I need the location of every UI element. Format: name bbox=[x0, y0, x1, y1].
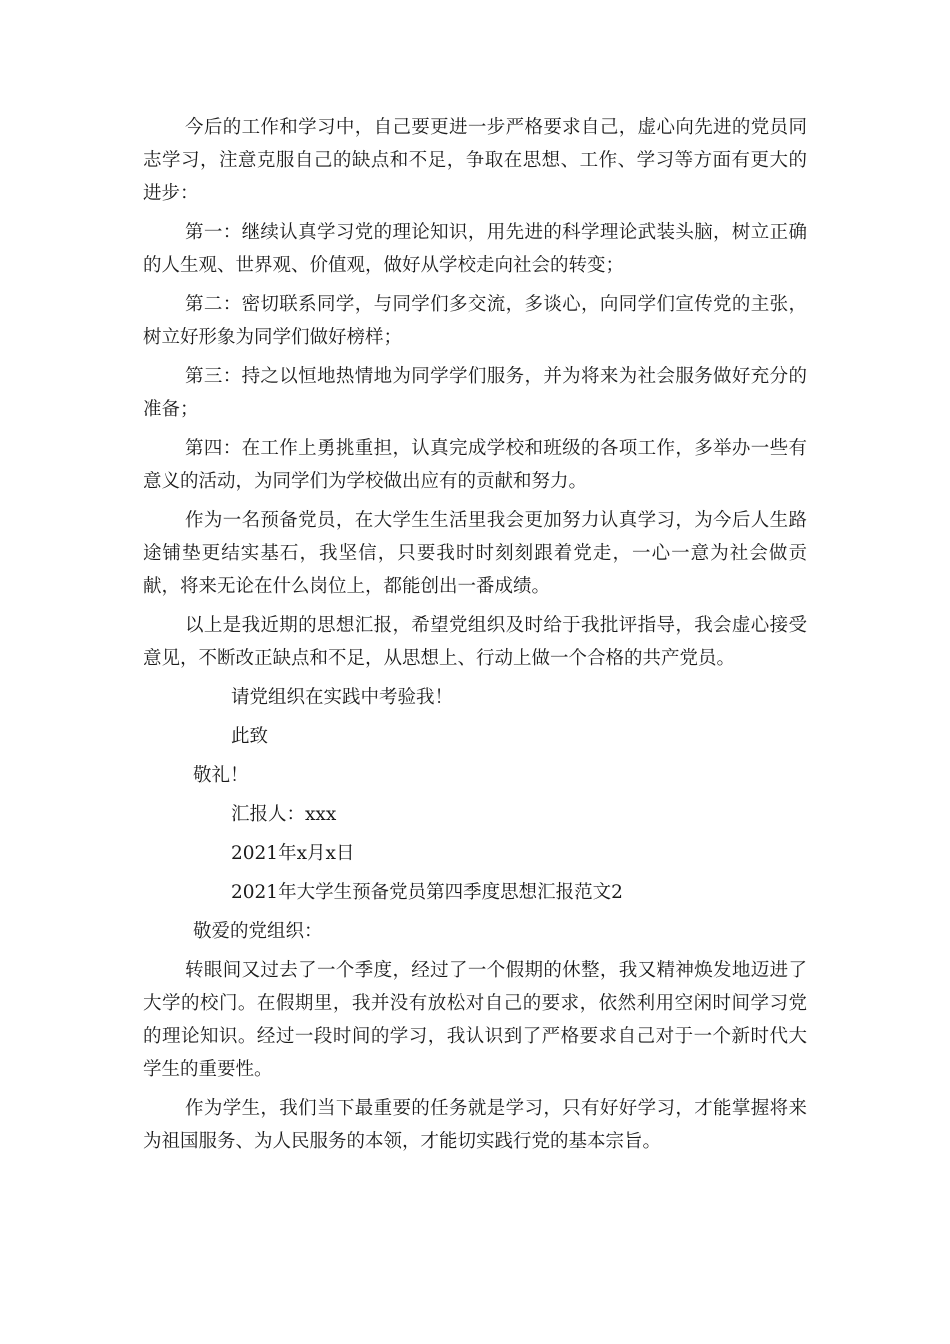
paragraph-first: 第一：继续认真学习党的理论知识，用先进的科学理论武装头脑，树立正确的人生观、世界观、价值观，做好从学校走向社会的转变； bbox=[143, 222, 807, 276]
salutation-close: 此致 bbox=[231, 726, 269, 747]
closing-request: 请党组织在实践中考验我！ bbox=[231, 687, 454, 708]
report-date: 2021年x月x日 bbox=[231, 843, 355, 864]
paragraph-student-task: 作为学生，我们当下最重要的任务就是学习，只有好好学习，才能掌握将来为祖国服务、为人民服务的本领，才能切实践行党的基本宗旨。 bbox=[143, 1098, 807, 1152]
paragraph-probationary-member: 作为一名预备党员，在大学生生活里我会更加努力认真学习，为今后人生路途铺垫更结实基石，我坚信，只要我时时刻刻跟着党走，一心一意为社会做贡献，将来无论在什么岗位上，都能创出一番成绩。 bbox=[143, 510, 807, 597]
paragraph-summary: 以上是我近期的思想汇报，希望党组织及时给于我批评指导，我会虚心接受意见，不断改正缺点和不足，从思想上、行动上做一个合格的共产党员。 bbox=[143, 615, 807, 669]
document-body bbox=[143, 111, 807, 1164]
greeting: 敬爱的党组织： bbox=[193, 921, 323, 942]
paragraph-third: 第三：持之以恒地热情地为同学学们服务，并为将来为社会服务做好充分的准备； bbox=[143, 366, 807, 420]
next-section-title: 2021年大学生预备党员第四季度思想汇报范文2 bbox=[231, 882, 623, 903]
paragraph-fourth: 第四：在工作上勇挑重担，认真完成学校和班级的各项工作，多举办一些有意义的活动，为同学们为学校做出应有的贡献和努力。 bbox=[143, 438, 807, 492]
paragraph-second: 第二：密切联系同学，与同学们多交流，多谈心，向同学们宣传党的主张，树立好形象为同学们做好榜样； bbox=[143, 294, 807, 348]
reporter-name: 汇报人：xxx bbox=[231, 804, 337, 825]
salute: 敬礼！ bbox=[193, 765, 249, 786]
paragraph-quarter-review: 转眼间又过去了一个季度，经过了一个假期的休整，我又精神焕发地迈进了大学的校门。在假期里，我并没有放松对自己的要求，依然利用空闲时间学习党的理论知识。经过一段时间的学习，我认识到了严格要求自己对于一个新时代大学生的重要性。 bbox=[143, 960, 807, 1080]
paragraph-progress: 今后的工作和学习中，自己要更进一步严格要求自己，虚心向先进的党员同志学习，注意克服自己的缺点和不足，争取在思想、工作、学习等方面有更大的进步： bbox=[143, 117, 807, 204]
